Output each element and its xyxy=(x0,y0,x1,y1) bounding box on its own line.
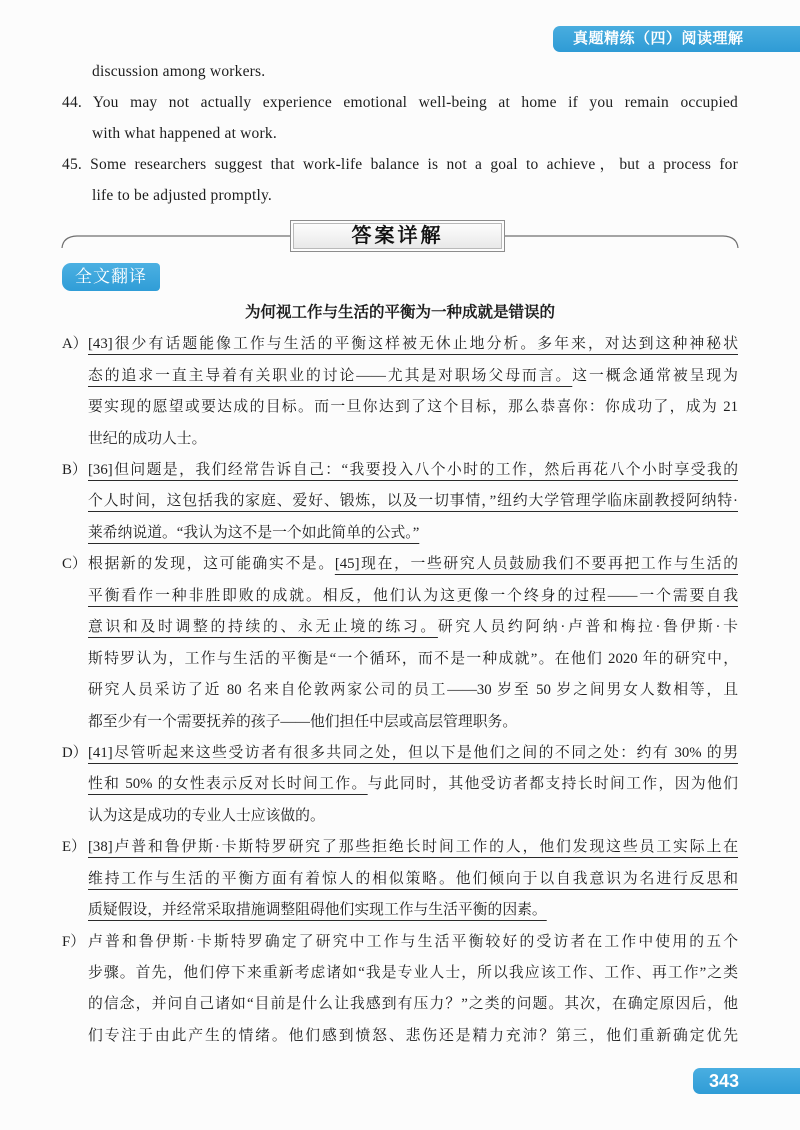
text-line xyxy=(88,612,738,643)
text-line xyxy=(62,927,738,958)
divider-left-line xyxy=(62,236,290,248)
text-line xyxy=(88,895,738,926)
paragraph-label: C） xyxy=(62,556,87,573)
question-45-line-1: 45. Some researchers suggest that work-life balance is not a goal to achieve，but a process for xyxy=(62,156,738,173)
text-segment: 研究人员约阿纳·卢普和梅拉·鲁伊斯·卡 xyxy=(437,619,738,636)
paragraph-f xyxy=(62,927,738,1053)
text-segment: 都至少有一个需要抚养的孩子——他们担任中层或高层管理职务。 xyxy=(88,713,518,730)
underlined-text: 质疑假设，并经常采取措施调整阻碍他们实现工作与生活平衡的因素。 xyxy=(88,902,547,919)
text-segment: 世纪的成功人士。 xyxy=(88,430,207,447)
underlined-text: 维持工作与生活的平衡方面有着惊人的相似策略。他们倾向于以自我意识为名进行反思和 xyxy=(88,870,738,887)
page-number: 343 xyxy=(709,1071,740,1091)
paragraph-d xyxy=(62,738,738,832)
text-line xyxy=(62,738,738,769)
paragraph-label: A） xyxy=(62,336,88,353)
answer-section-title: 答案详解 xyxy=(351,225,444,247)
text-line xyxy=(88,644,738,675)
text-segment: 这一概念通常被呈现为 xyxy=(572,367,738,384)
text-line xyxy=(62,329,738,360)
question-45-line-2: life to be adjusted promptly. xyxy=(92,187,272,204)
underlined-text: 意识和及时调整的持续的、永无止境的练习。 xyxy=(88,619,438,636)
text-segment: 斯特罗认为，工作与生活的平衡是“一个循环，而不是一种成就”。在他们 2020 年的研究中， xyxy=(88,650,738,667)
text-line xyxy=(88,581,738,612)
question-44-line-2: with what happened at work. xyxy=(92,125,277,142)
divider-right-line xyxy=(505,236,738,248)
underlined-text: 态的追求一直主导着有关职业的讨论——尤其是对职场父母而言。 xyxy=(88,367,573,384)
question-43-tail-line: discussion among workers. xyxy=(92,63,266,80)
underlined-text: 个人时间，这包括我的家庭、爱好、锻炼，以及一切事情，”纽约大学管理学临床副教授阿纳特· xyxy=(88,493,738,510)
underlined-text: [41]尽管听起来这些受访者有很多共同之处，但以下是他们之间的不同之处：约有 30% 的男 xyxy=(88,744,738,761)
paragraph-label: F） xyxy=(62,933,86,950)
underlined-text: [38]卢普和鲁伊斯·卡斯特罗研究了那些拒绝长时间工作的人，他们发现这些员工实际上在 xyxy=(88,839,738,856)
text-line xyxy=(88,801,738,832)
text-line xyxy=(88,707,738,738)
text-line xyxy=(62,832,738,863)
underlined-text: 平衡看作一种非胜即败的成就。相反，他们认为这更像一个终身的过程——一个需要自我 xyxy=(88,587,738,604)
paragraph-c xyxy=(62,549,738,738)
text-segment: 与此同时，其他受访者都支持长时间工作，因为他们 xyxy=(367,776,738,793)
text-line xyxy=(88,424,738,455)
question-block xyxy=(62,56,738,211)
paragraph-label: B） xyxy=(62,462,87,479)
text-line xyxy=(88,1021,738,1052)
text-segment: 们专注于由此产生的情绪。他们感到愤怒、悲伤还是精力充沛？第三，他们重新确定优先 xyxy=(88,1027,738,1044)
underlined-text: 莱希纳说道。“我认为这不是一个如此简单的公式。” xyxy=(88,524,420,541)
underlined-text: [36]但问题是，我们经常告诉自己：“我要投入八个小时的工作，然后再花八个小时享受我的 xyxy=(88,462,738,479)
text-segment: 步骤。首先，他们停下来重新考虑诸如“我是专业人士，所以我应该工作、工作、再工作”之类 xyxy=(88,965,738,982)
text-line xyxy=(88,864,738,895)
text-line xyxy=(88,769,738,800)
text-segment: 根据新的发现，这可能确实不是。 xyxy=(88,556,335,573)
underlined-text: [43]很少有话题能像工作与生活的平衡这样被无休止地分析。多年来，对达到这种神秘状 xyxy=(88,336,738,353)
question-44-line-1: 44. You may not actually experience emotional well-being at home if you remain occupied xyxy=(62,94,738,111)
text-segment: 卢普和鲁伊斯·卡斯特罗确定了研究中工作与生活平衡较好的受访者在工作中使用的五个 xyxy=(88,933,738,950)
text-segment: 认为这是成功的专业人士应该做的。 xyxy=(88,807,325,824)
underlined-text: [45]现在，一些研究人员鼓励我们不要再把工作与生活的 xyxy=(334,556,738,573)
text-line xyxy=(88,958,738,989)
text-line xyxy=(88,989,738,1020)
banner-title: 真题精练（四）阅读理解 xyxy=(573,31,744,47)
text-line xyxy=(62,549,738,580)
answer-section-heading xyxy=(290,220,505,252)
text-line xyxy=(88,361,738,392)
text-line xyxy=(88,675,738,706)
text-line xyxy=(62,455,738,486)
translation-badge: 全文翻译 xyxy=(62,263,160,291)
text-line xyxy=(88,392,738,423)
paragraph-label: E） xyxy=(62,839,86,856)
text-line xyxy=(88,518,738,549)
paragraph-a xyxy=(62,329,738,455)
paragraph-e xyxy=(62,832,738,926)
underlined-text: 性和 50% 的女性表示反对长时间工作。 xyxy=(88,776,368,793)
article-title: 为何视工作与生活的平衡为一种成就是错误的 xyxy=(244,304,555,321)
text-line xyxy=(88,486,738,517)
section-banner xyxy=(553,26,800,52)
paragraph-label: D） xyxy=(62,744,88,761)
text-segment: 的信念，并问自己诸如“目前是什么让我感到有压力？”之类的问题。其次，在确定原因后，他 xyxy=(88,996,738,1013)
page-number-tab xyxy=(693,1068,800,1094)
text-segment: 研究人员采访了近 80 名来自伦敦两家公司的员工——30 岁至 50 岁之间男女人数相等，且 xyxy=(88,682,738,699)
text-segment: 要实现的愿望或要达成的目标。而一旦你达到了这个目标，那么恭喜你：你成功了，成为 21 xyxy=(88,399,738,416)
paragraph-b xyxy=(62,455,738,549)
article-translation xyxy=(62,329,738,1052)
